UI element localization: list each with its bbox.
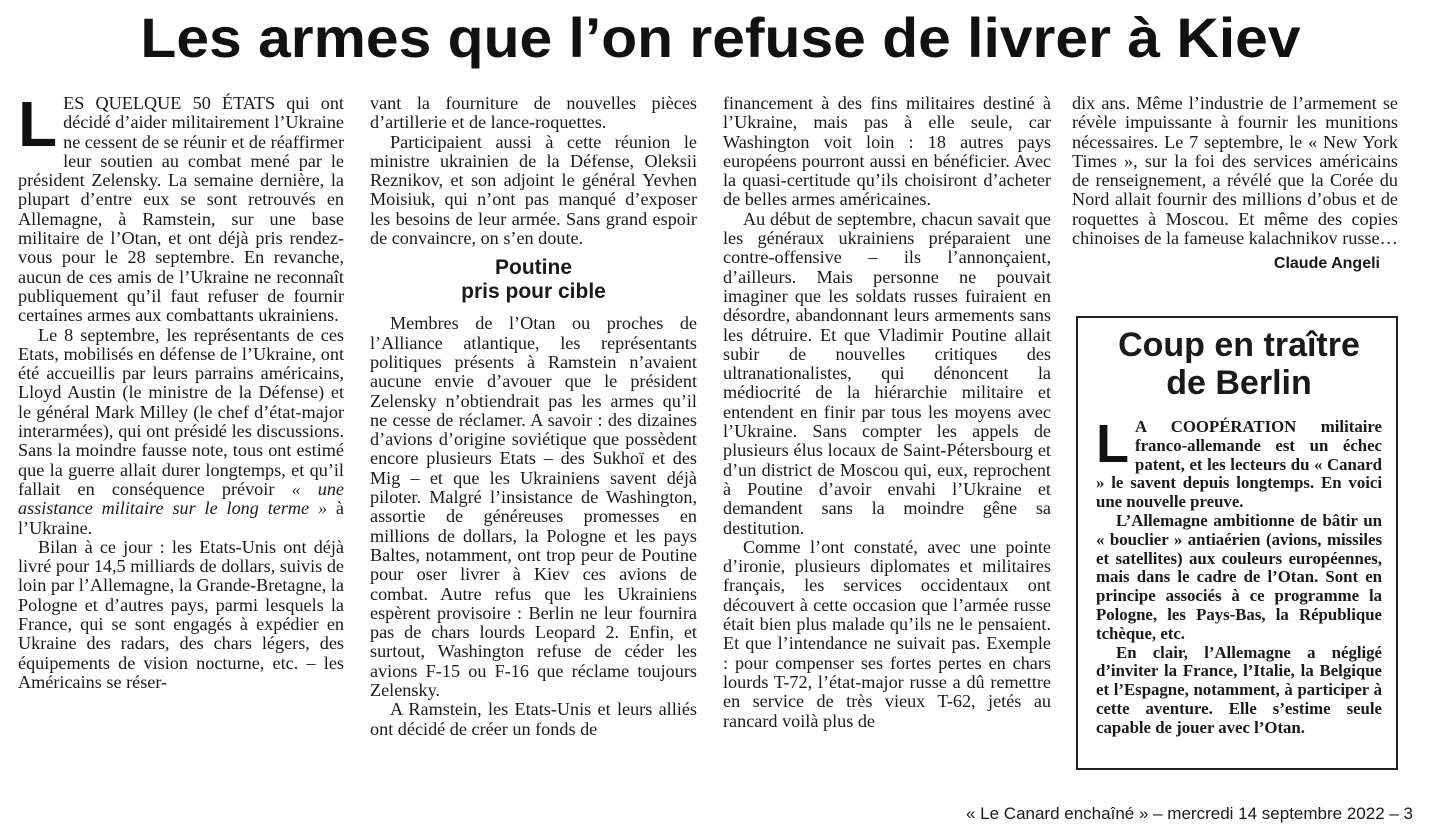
author-signature: Claude Angeli: [1273, 255, 1380, 273]
paragraph-text: ES QUELQUE 50 ÉTATS qui ont décidé d’aider militairement l’Ukraine ne cessent de se réunir et de réaffirmer leur soutien au combat mené par le président Zelensky. La semaine dernière, la plupart d’entre eux se sont retrouvés en Allemagne, à Ramstein, sur une base militaire de l’Otan, et ont déjà pris rendez-vous pour le 28 septembre. En revanche, aucun de ces amis de l’Ukraine ne reconnaît publiquement qu’il faut refuser de fournir certaines armes aux combattants ukrainiens.: [18, 93, 345, 326]
article-paragraph: [18, 88, 345, 326]
article-paragraph: Comme l’ont constaté, avec une pointe d’ironie, plusieurs diplomates et militaires français, les services occidentaux ont découvert à cette occasion que l’armée russe était bien plus malade qu’ils ne le pensaient. Et que l’intendance ne suivait pas. Exemple : pour compenser ses fortes pertes en chars lourds T-72, l’état-major russe a dû remettre en service de très vieux T-62, jetés au rancard voilà plus de: [723, 536, 1051, 731]
sidebar-paragraph: [1096, 414, 1382, 512]
article-paragraph: Bilan à ce jour : les Etats-Unis ont déjà livré pour 14,5 milliards de dollars, suivis de loin par l’Allemagne, la Grande-Bretagne, la Pologne et d’autres pays, parmi lesquels la France, qui se sont engagés à expédier en Ukraine des radars, des chars légers, des équipements de vision nocturne, etc. – les Américains se réser-: [18, 536, 344, 692]
sidebar-title-line: Coup en traître: [1118, 326, 1360, 364]
page-footer: « Le Canard enchaîné » – mercredi 14 septembre 2022 – 3: [965, 804, 1413, 823]
paragraph-text: Le 8 septembre, les représentants de ces Etats, mobilisés en défense de l’Ukraine, ont été accueillis par leurs parrains américains, Lloyd Austin (le ministre de la Défense) et le général Mark Milley (le chef d’état-major interarmées), qui ont présidé les discussions. Sans la moindre fausse note, tous ont estimé que la guerre allait durer longtemps, et qu’il fallait en conséquence prévoir: [18, 324, 344, 499]
article-paragraph: [18, 326, 344, 538]
subhead-line: pris pour cible: [461, 280, 606, 304]
article-column-2: [370, 94, 697, 739]
headline: Les armes que l’on refuse de livrer à Kiev: [140, 6, 1301, 69]
drop-cap: L: [18, 88, 58, 160]
subhead-line: Poutine: [495, 256, 572, 280]
sidebar-title: [1096, 326, 1382, 402]
article-paragraph: Participaient aussi à cette réunion le ministre ukrainien de la Défense, Oleksii Reznikov, et son adjoint le général Yevhen Moisiuk, qui n’ont pas manqué d’exposer les besoins de leur armée. Sans grand espoir de convaincre, on s’en doute.: [370, 131, 697, 249]
article-column-3: [723, 94, 1051, 731]
article-paragraph: Au début de septembre, chacun savait que les généraux ukrainiens préparaient une contre-offensive – ils l’annonçaient, d’ailleurs. Mais personne ne pouvait imaginer que les soldats russes fuiraient en désordre, abandonnant leurs armements sans les détruire. Et que Vladimir Poutine allait subir de nouvelles critiques des ultranationalistes, qui dénoncent la médiocrité de la hiérarchie militaire et entendent en finir par tous les moyens avec l’Ukraine. Sans compter les appels de plusieurs élus locaux de Saint-Pétersbourg et d’un district de Moscou qui, eux, reprochent à Poutine d’avoir envahi l’Ukraine et demandent sans la moindre gêne sa destitution.: [723, 208, 1051, 538]
article-column-4: [1072, 94, 1398, 274]
sidebar-paragraph: L’Allemagne ambitionne de bâtir un « bouclier » antiaérien (avions, missiles et satellites) aux couleurs européennes, mais dans le cadre de l’Otan. Sont en principe associés à ce programme la Pologne, les Pays-Bas, la République tchèque, etc.: [1096, 510, 1382, 643]
article-paragraph: vant la fourniture de nouvelles pièces d’artillerie et de lance-roquettes.: [370, 93, 697, 133]
paragraph-text: A COOPÉRATION militaire franco-allemande est un échec patent, et les lecteurs du « Canard » le savent depuis longtemps. En voici une nouvelle preuve.: [1096, 417, 1382, 512]
quote-text: « une assistance militaire sur le long terme »: [18, 478, 344, 519]
article-column-1: [18, 88, 345, 692]
article-paragraph: dix ans. Même l’industrie de l’armement se révèle impuissante à fournir les munitions nécessaires. Le 7 septembre, le « New York Times », sur la foi des services américains de renseignement, a révélé que la Corée du Nord allait fournir des millions d’obus et de roquettes à Moscou. Et même des copies chinoises de la fameuse kalachnikov russe…: [1072, 93, 1398, 249]
paragraph-text: à l’Ukraine.: [18, 498, 345, 538]
sidebar-paragraph: En clair, l’Allemagne a négligé d’inviter la France, l’Italie, la Belgique et l’Espagne, notamment, à participer à cette aventure. Elle s’estime seule capable de jouer avec l’Otan.: [1096, 642, 1382, 737]
drop-cap: L: [1096, 414, 1129, 474]
article-paragraph: A Ramstein, les Etats-Unis et leurs alliés ont décidé de créer un fonds de: [370, 699, 697, 739]
article-paragraph: Membres de l’Otan ou proches de l’Alliance atlantique, les représentants politiques présents à Ramstein n’avaient aucune envie d’avouer que le président Zelensky n’obtiendrait pas les armes qu’il ne cesse de réclamer. A savoir : des dizaines d’avions d’origine soviétique que possèdent encore plusieurs Etats – des Sukhoï et des Mig – et que les Ukrainiens savent déjà piloter. Malgré l’insistance de Washington, assortie de généreuses promesses en millions de dollars, la Pologne et les pays Baltes, notamment, ont trop peur de Poutine pour oser livrer à Kiev ces avions de combat. Autre refus que les Ukrainiens espèrent provisoire : Berlin ne leur fournira pas de chars lourds Leopard 2. Enfin, et surtout, Washington refuse de céder les avions F-15 ou F-16 que réclame toujours Zelensky.: [370, 313, 697, 701]
section-subhead: [370, 256, 697, 304]
sidebar-box: [1076, 316, 1398, 770]
sidebar-title-line: de Berlin: [1166, 364, 1312, 402]
article-paragraph: financement à des fins militaires destiné à l’Ukraine, mais pas à elle seule, car Washington voit loin : 18 autres pays européens pourront aussi en bénéficier. Avec la quasi-certitude qu’ils choisiront d’acheter de belles armes américaines.: [723, 93, 1051, 210]
